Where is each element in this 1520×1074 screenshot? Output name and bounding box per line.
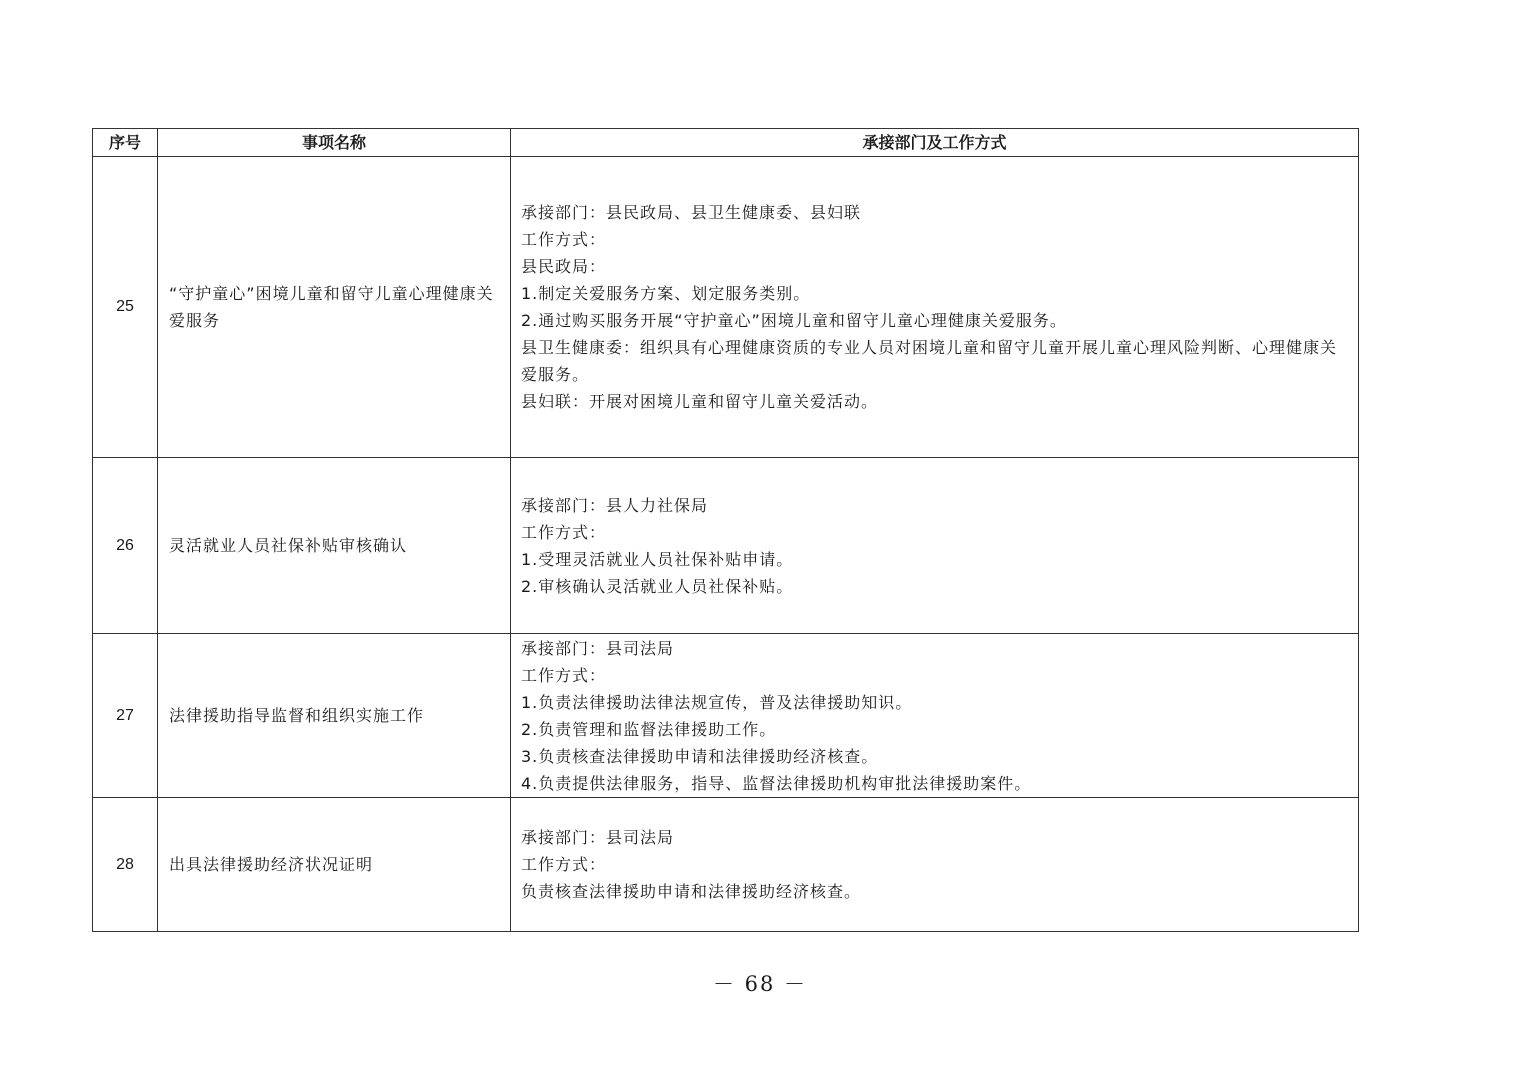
description-line: 承接部门：县人力社保局 bbox=[521, 495, 709, 515]
description-line: 县卫生健康委：组织具有心理健康资质的专业人员对困境儿童和留守儿童开展儿童心理风险判断、心理健康关爱服务。 bbox=[521, 338, 1338, 384]
description-line: 4.负责提供法律服务，指导、监督法律援助机构审批法律援助案件。 bbox=[521, 773, 1032, 793]
table-row bbox=[93, 634, 1359, 798]
table-header-row bbox=[93, 129, 1359, 157]
table-row bbox=[93, 157, 1359, 458]
description-line: 1.负责法律援助法律法规宣传，普及法律援助知识。 bbox=[521, 692, 913, 712]
description-line: 工作方式： bbox=[521, 855, 607, 874]
row-number: 28 bbox=[93, 798, 158, 932]
description-line: 3.负责核查法律援助申请和法律援助经济核查。 bbox=[521, 746, 879, 766]
description-line: 2.通过购买服务开展“守护童心”困境儿童和留守儿童心理健康关爱服务。 bbox=[521, 311, 1067, 330]
description-line: 承接部门：县司法局 bbox=[521, 638, 675, 658]
item-description bbox=[511, 157, 1359, 458]
description-line: 负责核查法律援助申请和法律援助经济核查。 bbox=[521, 882, 862, 901]
description-line: 县妇联：开展对困境儿童和留守儿童关爱活动。 bbox=[521, 392, 879, 411]
item-description bbox=[511, 458, 1359, 634]
row-number: 27 bbox=[93, 634, 158, 798]
header-name: 事项名称 bbox=[158, 129, 511, 157]
description-line: 2.负责管理和监督法律援助工作。 bbox=[521, 719, 777, 739]
description-line: 1.受理灵活就业人员社保补贴申请。 bbox=[521, 549, 794, 569]
description-line: 1.制定关爱服务方案、划定服务类别。 bbox=[521, 284, 811, 303]
table-row bbox=[93, 798, 1359, 932]
description-line: 承接部门：县司法局 bbox=[521, 828, 675, 847]
item-name: “守护童心”困境儿童和留守儿童心理健康关爱服务 bbox=[158, 157, 511, 458]
description-line: 承接部门：县民政局、县卫生健康委、县妇联 bbox=[521, 203, 862, 222]
description-line: 县民政局： bbox=[521, 257, 607, 276]
description-line: 工作方式： bbox=[521, 230, 607, 249]
item-name: 法律援助指导监督和组织实施工作 bbox=[158, 634, 511, 798]
item-description bbox=[511, 634, 1359, 798]
description-line: 工作方式： bbox=[521, 665, 607, 685]
header-no: 序号 bbox=[93, 129, 158, 157]
items-table bbox=[92, 128, 1359, 932]
header-desc: 承接部门及工作方式 bbox=[511, 129, 1359, 157]
item-name: 出具法律援助经济状况证明 bbox=[158, 798, 511, 932]
item-description bbox=[511, 798, 1359, 932]
description-line: 工作方式： bbox=[521, 522, 607, 542]
row-number: 26 bbox=[93, 458, 158, 634]
table-row bbox=[93, 458, 1359, 634]
item-name: 灵活就业人员社保补贴审核确认 bbox=[158, 458, 511, 634]
description-line: 2.审核确认灵活就业人员社保补贴。 bbox=[521, 576, 794, 596]
row-number: 25 bbox=[93, 157, 158, 458]
page-number: － 68 － bbox=[712, 972, 808, 996]
